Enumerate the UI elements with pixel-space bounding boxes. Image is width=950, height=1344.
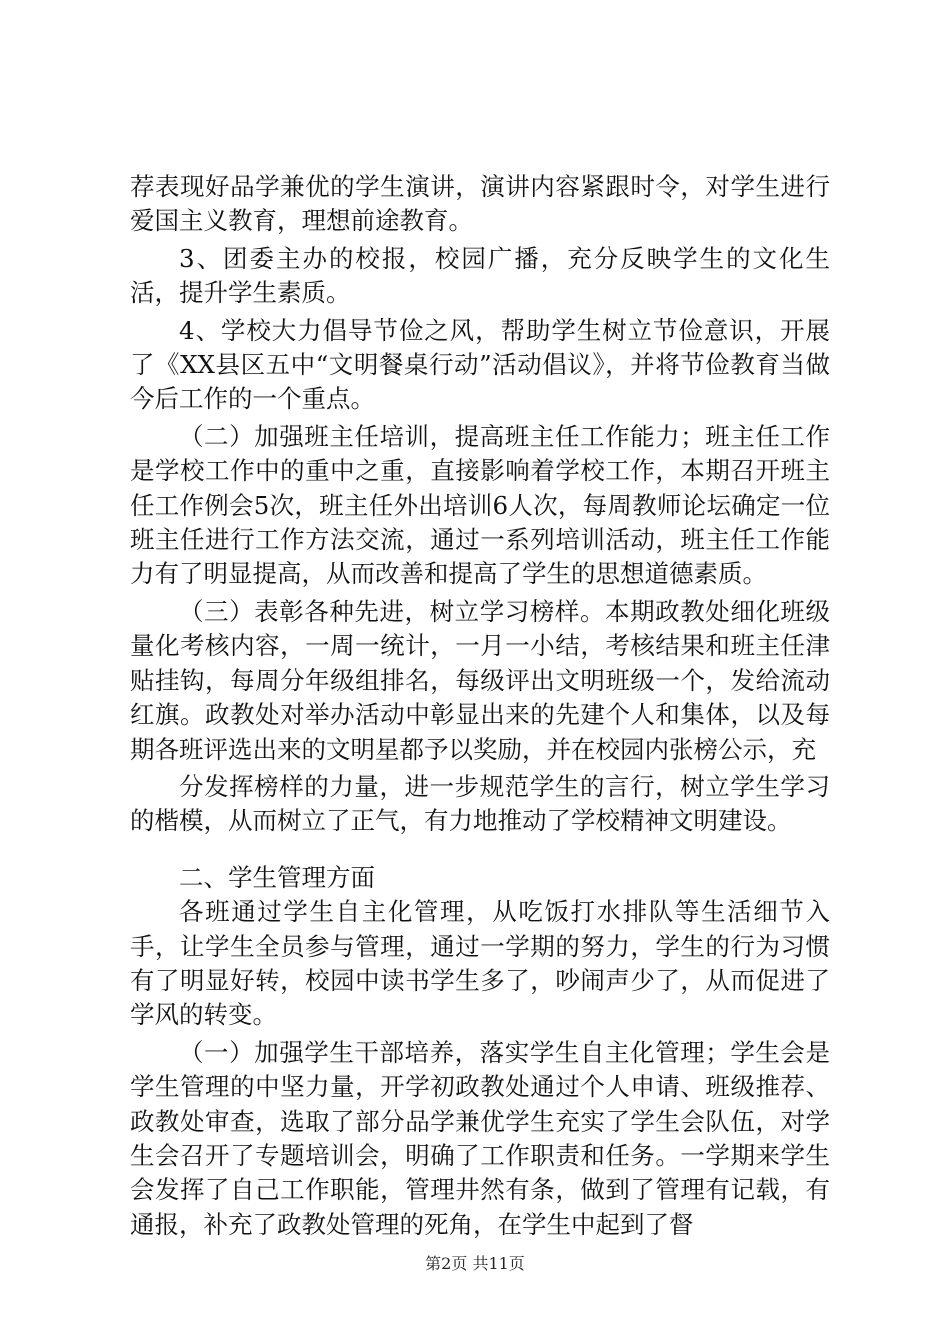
- paragraph-item-3: 3、团委主办的校报，校园广播，充分反映学生的文化生活，提升学生素质。: [130, 243, 830, 308]
- section-heading-student-management: 二、学生管理方面: [179, 862, 375, 892]
- paragraph-section-three-continued: 分发挥榜样的力量，进一步规范学生的言行，树立学生学习的楷模，从而树立了正气，有力地推动了学校精神文明建设。: [130, 771, 830, 836]
- page-footer: 第2页 共11页: [425, 1254, 525, 1273]
- paragraph-student-management-intro: 各班通过学生自主化管理，从吃饭打水排队等生活细节入手，让学生全员参与管理，通过一学期的努力，学生的行为习惯有了明显好转，校园中读书学生多了，吵闹声少了，从而促进了学风的转变。: [130, 897, 830, 1030]
- paragraph-continuation: 荐表现好品学兼优的学生演讲，演讲内容紧跟时令，对学生进行爱国主义教育，理想前途教育。: [130, 172, 830, 236]
- paragraph-student-cadre: （一）加强学生干部培养，落实学生自主化管理；学生会是学生管理的中坚力量，开学初政教处通过个人申请、班级推荐、政教处审查，选取了部分品学兼优学生充实了学生会队伍，对学生会召开了专题培训会，明确了工作职责和任务。一学期来学生会发挥了自己工作职能，管理井然有条，做到了管理有记载，有通报，补充了政教处管理的死角，在学生中起到了督: [130, 1037, 830, 1239]
- document-body: [130, 170, 830, 1242]
- paragraph-section-three: （三）表彰各种先进，树立学习榜样。本期政教处细化班级量化考核内容，一周一统计，一月一小结，考核结果和班主任津贴挂钩，每周分年级组排名，每级评出文明班级一个，发给流动红旗。政教处对举办活动中彰显出来的先建个人和集体，以及每期各班评选出来的文明星都予以奖励，并在校园内张榜公示，充: [130, 596, 830, 764]
- paragraph-item-4: 4、学校大力倡导节俭之风，帮助学生树立节俭意识，开展了《XX县区五中“文明餐桌行动”活动倡议》，并将节俭教育当做今后工作的一个重点。: [130, 315, 830, 414]
- paragraph-section-two: （二）加强班主任培训，提高班主任工作能力；班主任工作是学校工作中的重中之重，直接影响着学校工作，本期召开班主任工作例会5次，班主任外出培训6人次，每周教师论坛确定一位班主任进行工作方法交流，通过一系列培训活动，班主任工作能力有了明显提高，从而改善和提高了学生的思想道德素质。: [130, 421, 830, 589]
